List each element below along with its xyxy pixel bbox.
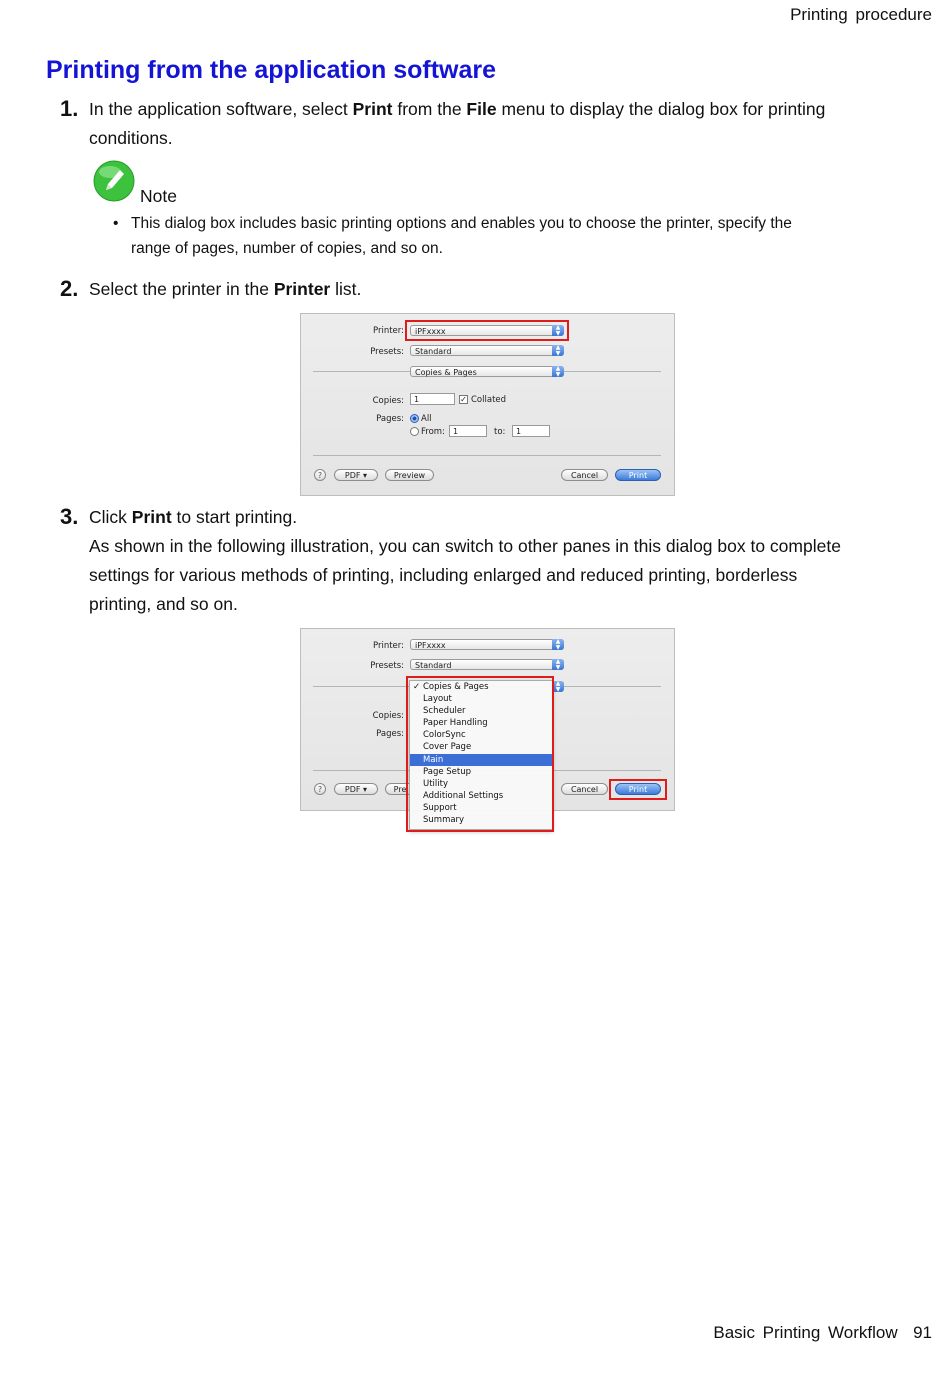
menu-item-label: ColorSync: [423, 730, 466, 741]
menu-item-label: Layout: [423, 694, 452, 705]
checkmark-icon: ✓: [413, 682, 421, 692]
bullet-dot: •: [113, 215, 119, 232]
step-2-number: 2.: [60, 276, 79, 301]
pages-all-label: All: [421, 414, 432, 424]
preview-button[interactable]: Preview: [385, 469, 434, 481]
step-1-number: 1.: [60, 96, 79, 121]
popup-arrows-icon: ▲ ▼: [552, 681, 564, 692]
pages-from-radio[interactable]: [410, 427, 419, 436]
pages-label: Pages:: [376, 729, 404, 739]
pages-label: Pages:: [376, 414, 404, 424]
help-icon[interactable]: ?: [314, 469, 326, 481]
step-1-text: In the application software, select Print from the File menu to display the dialog box for printing conditions.: [89, 99, 826, 148]
highlight-print: [609, 779, 667, 800]
presets-popup[interactable]: Standard ▲ ▼: [410, 659, 564, 670]
menu-item-label: Summary: [423, 815, 465, 826]
section-title: Printing from the application software: [46, 56, 497, 84]
presets-label: Presets:: [370, 347, 404, 357]
print-dialog-figure: [300, 313, 675, 496]
menu-item-label: Scheduler: [423, 706, 466, 717]
menu-item-label: Additional Settings: [423, 790, 504, 801]
pdf-button[interactable]: PDF ▾: [334, 783, 378, 795]
popup-arrows-icon: ▲ ▼: [552, 345, 564, 356]
note-pencil-icon: [93, 160, 135, 202]
pages-all-radio[interactable]: [410, 414, 419, 423]
menu-item-label: Utility: [423, 778, 449, 789]
pane-popup[interactable]: Copies & Pages ▲ ▼: [410, 366, 564, 377]
page-number: 91: [913, 1323, 932, 1342]
menu-item-label: Cover Page: [423, 742, 472, 753]
popup-arrows-icon: ▲ ▼: [552, 639, 564, 650]
step-3-text: Click Print to start printing. As shown in the following illustration, you can switch to other panes in this dialog box to complete settings for various methods of printing, including enlarged and reduced printing, borderless printing, and so on.: [89, 507, 841, 614]
preview-button[interactable]: Pre: [385, 783, 415, 795]
popup-arrows-icon: ▲ ▼: [552, 366, 564, 377]
menu-item-label: Paper Handling: [423, 718, 488, 729]
popup-arrows-icon: ▲ ▼: [552, 325, 564, 336]
copies-field[interactable]: 1: [410, 393, 455, 405]
printer-label: Printer:: [373, 641, 404, 651]
pages-to-label: to:: [494, 427, 506, 437]
menu-item-label: Copies & Pages: [423, 682, 489, 692]
separator: [313, 455, 661, 456]
printer-label: Printer:: [373, 326, 404, 336]
cancel-button[interactable]: Cancel: [561, 783, 608, 795]
running-header: Printing procedure: [790, 5, 932, 24]
step-2-text: Select the printer in the Printer list.: [89, 279, 362, 299]
copies-label: Copies:: [372, 396, 404, 406]
presets-popup[interactable]: Standard ▲ ▼: [410, 345, 564, 356]
menu-item-label: Page Setup: [423, 766, 472, 777]
step-3-number: 3.: [60, 504, 79, 529]
collated-checkbox[interactable]: ✓: [460, 395, 467, 404]
pdf-button[interactable]: PDF ▾: [334, 469, 378, 481]
from-field[interactable]: 1: [449, 425, 487, 437]
page-footer: [713, 1323, 932, 1343]
menu-item-label: Main: [423, 754, 444, 765]
footer-chapter: Basic Printing Workflow: [713, 1323, 898, 1342]
printer-popup[interactable]: iPFxxxx ▲ ▼: [410, 325, 564, 336]
presets-label: Presets:: [370, 661, 404, 671]
note-label: Note: [140, 186, 177, 206]
to-field[interactable]: 1: [512, 425, 550, 437]
copies-label: Copies:: [372, 711, 404, 721]
collated-label: Collated: [471, 395, 507, 405]
menu-item-label: Support: [423, 802, 457, 813]
note-bullet-text: This dialog box includes basic printing options and enables you to choose the printer, specify the range of pages, number of copies, and so on.: [131, 215, 792, 257]
print-button[interactable]: Print: [615, 469, 661, 481]
highlight-printer: [405, 320, 569, 341]
popup-arrows-icon: ▲ ▼: [552, 659, 564, 670]
help-icon[interactable]: ?: [314, 783, 326, 795]
print-button[interactable]: Print: [615, 783, 661, 795]
highlight-pane-menu: [406, 676, 554, 832]
pages-from-label: From:: [421, 427, 445, 437]
cancel-button[interactable]: Cancel: [561, 469, 608, 481]
printer-popup[interactable]: iPFxxxx ▲ ▼: [410, 639, 564, 650]
